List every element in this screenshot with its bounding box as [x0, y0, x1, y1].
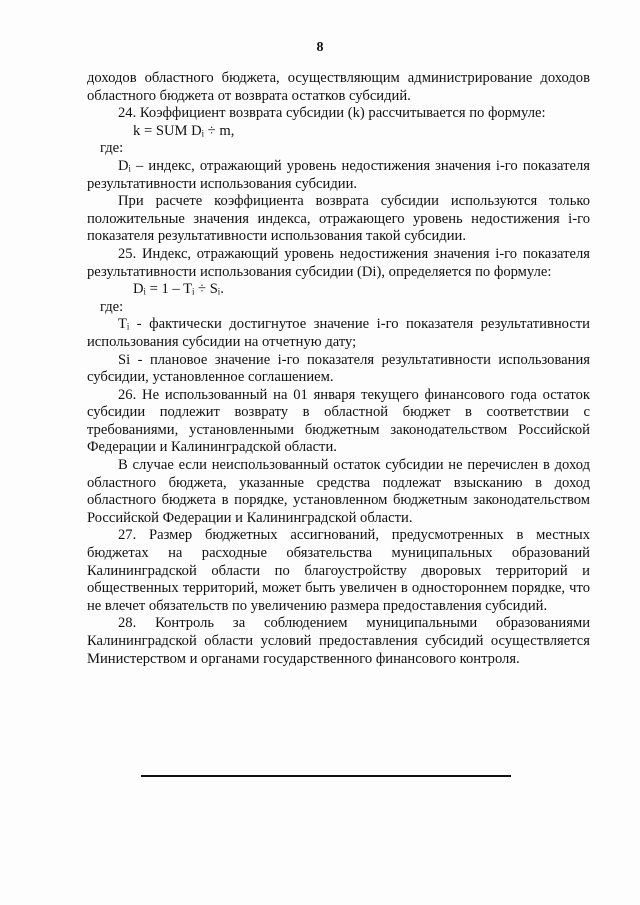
- paragraph-27: 27. Размер бюджетных ассигнований, предусмотренных в местных бюджетах на расходные обязательства муниципальных образований Калининградской области по благоустройству дворовых территорий и общественных территорий, может быть увеличен в одностороннем порядке, что не влечет обязательств по увеличению размера предоставления субсидий.: [87, 527, 590, 614]
- paragraph-24: 24. Коэффициент возврата субсидии (k) рассчитывается по формуле:: [118, 105, 546, 122]
- paragraph-26: 26. Не использованный на 01 января текущего финансового года остаток субсидии подлежит возврату в областной бюджет в соответствии с требованиями, установленными бюджетным законодательством Российской Федерации и Калининградской области.: [87, 386, 590, 456]
- page-number: 8: [316, 40, 324, 55]
- formula-d: Dᵢ = 1 – Tᵢ ÷ Sᵢ.: [133, 281, 224, 298]
- formula-k: k = SUM Dᵢ ÷ m,: [133, 122, 235, 139]
- where-label-2: где:: [100, 298, 124, 315]
- paragraph-28: 28. Контроль за соблюдением муниципальными образованиями Калининградской области условий предоставления субсидий осуществляется Министерством и органами государственного финансового контроля.: [87, 615, 590, 667]
- paragraph-26-continuation: В случае если неиспользованный остаток субсидии не перечислен в доход областного бюджета, указанные средства подлежат взысканию в доход областного бюджета в порядке, установленном бюджетным законодательством Российской Федерации и Калининградской области.: [87, 457, 590, 526]
- where-label-1: где:: [100, 140, 124, 157]
- definition-ti: Tᵢ - фактически достигнутое значение i-го показателя результативности использования субсидии на отчетную дату;: [87, 316, 590, 350]
- paragraph-25: 25. Индекс, отражающий уровень недостижения значения i-го показателя результативности использования субсидии (Di), определяется по формуле:: [87, 245, 590, 280]
- definition-si: Si - плановое значение i-го показателя результативности использования субсидии, установленное соглашением.: [87, 351, 590, 386]
- definition-di: Dᵢ – индекс, отражающий уровень недостижения значения i-го показателя результативности использования субсидии.: [87, 157, 590, 192]
- paragraph-continuation: доходов областного бюджета, осуществляющим администрирование доходов областного бюджета от возврата остатков субсидий.: [87, 70, 590, 104]
- paragraph-positive-values: При расчете коэффициента возврата субсидии используются только положительные значения индекса, отражающего уровень недостижения i-го показателя результативности использования такой субсидии.: [87, 193, 590, 245]
- document-body: [87, 70, 590, 668]
- end-separator-line: [141, 775, 511, 777]
